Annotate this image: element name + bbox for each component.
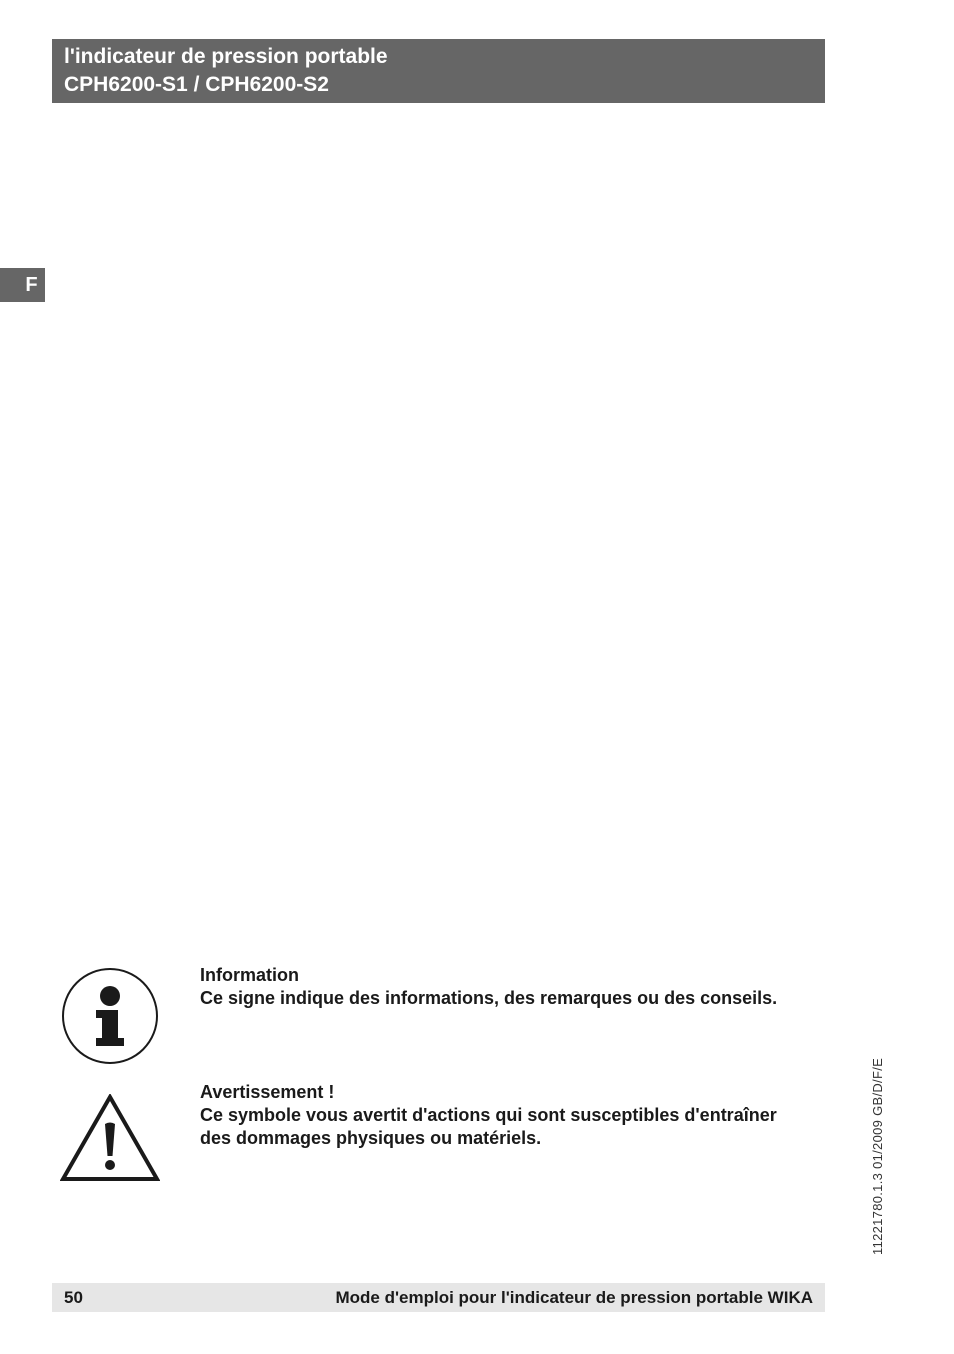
document-code: 11221780.1.3 01/2009 GB/D/F/E bbox=[870, 1057, 885, 1255]
warning-notice bbox=[200, 1081, 777, 1150]
language-tab: F bbox=[0, 268, 45, 302]
page-footer bbox=[52, 1283, 825, 1312]
info-icon bbox=[60, 966, 160, 1066]
info-notice bbox=[200, 964, 777, 1010]
info-text: Ce signe indique des informations, des remarques ou des conseils. bbox=[200, 988, 778, 1008]
warning-icon bbox=[60, 1094, 160, 1182]
info-title: Information bbox=[200, 965, 299, 985]
warning-text-line1: Ce symbole vous avertit d'actions qui sont susceptibles d'entraîner bbox=[200, 1105, 777, 1125]
footer-title: Mode d'emploi pour l'indicateur de pression portable WIKA bbox=[335, 1287, 813, 1307]
page-number: 50 bbox=[64, 1287, 83, 1307]
header-title-line2: CPH6200-S1 / CPH6200-S2 bbox=[64, 73, 329, 96]
warning-title: Avertissement ! bbox=[200, 1082, 335, 1102]
header-title-line1: l'indicateur de pression portable bbox=[64, 45, 388, 68]
warning-text-line2: des dommages physiques ou matériels. bbox=[200, 1128, 542, 1148]
page-header bbox=[52, 39, 825, 103]
